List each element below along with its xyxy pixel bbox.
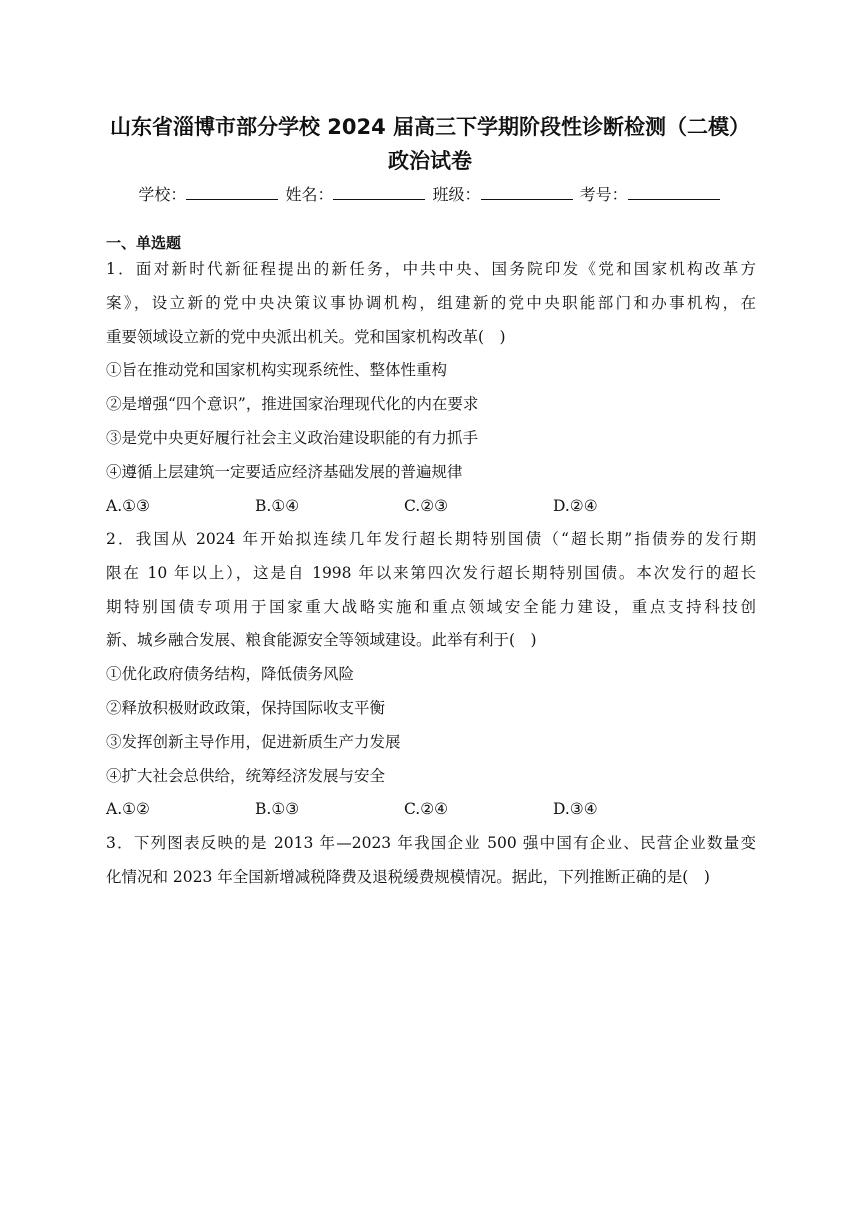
class-label: 班级： xyxy=(432,185,481,204)
class-blank[interactable] xyxy=(481,184,573,200)
school-blank[interactable] xyxy=(186,184,278,200)
statement: ④遵循上层建筑一定要适应经济基础发展的普遍规律 xyxy=(106,462,463,481)
exam-number-blank[interactable] xyxy=(628,184,720,200)
school-label: 学校： xyxy=(138,185,187,204)
question-stem-line: 2．我国从 2024 年开始拟连续几年发行超长期特别国债（“超长期”指债券的发行期 xyxy=(106,530,756,548)
option-c[interactable]: C.②③ xyxy=(404,496,449,515)
option-a[interactable]: A.①③ xyxy=(106,496,150,515)
option-b[interactable]: B.①④ xyxy=(255,496,300,515)
option-a[interactable]: A.①② xyxy=(106,800,150,819)
statement: ①优化政府债务结构，降低债务风险 xyxy=(106,665,355,684)
question-stem-line: 期特别国债专项用于国家重大战略实施和重点领域安全能力建设，重点支持科技创 xyxy=(106,597,756,616)
question-stem-line: 1．面对新时代新征程提出的新任务，中共中央、国务院印发《党和国家机构改革方 xyxy=(106,260,756,278)
exam-number-label: 考号： xyxy=(579,185,628,204)
question-3 xyxy=(106,827,756,895)
section-title: 一、单选题 xyxy=(106,234,182,252)
question-stem-line: 化情况和 2023 年全国新增减税降费及退税缓费规模情况。据此，下列推断正确的是( ) xyxy=(106,867,710,886)
question-stem-line: 案》，设立新的党中央决策议事协调机构，组建新的党中央职能部门和办事机构，在 xyxy=(106,293,756,312)
exam-number-field xyxy=(580,183,722,207)
name-label: 姓名： xyxy=(285,185,334,204)
question-1 xyxy=(106,253,756,523)
statement: ①旨在推动党和国家机构实现系统性、整体性重构 xyxy=(106,361,448,380)
option-c[interactable]: C.②④ xyxy=(404,800,449,819)
question-stem-line: 新、城乡融合发展、粮食能源安全等领域建设。此举有利于( ) xyxy=(106,631,537,650)
options-row xyxy=(106,793,756,827)
exam-subtitle: 政治试卷 xyxy=(388,149,472,173)
name-blank[interactable] xyxy=(333,184,425,200)
student-info-row xyxy=(0,183,860,207)
question-stem-line: 限在 10 年以上），这是自 1998 年以来第四次发行超长期特别国债。本次发行的超长 xyxy=(106,563,756,582)
option-b[interactable]: B.①③ xyxy=(255,800,300,819)
class-field xyxy=(433,183,575,207)
name-field xyxy=(285,183,427,207)
statement: ④扩大社会总供给，统筹经济发展与安全 xyxy=(106,766,386,785)
statement: ③发挥创新主导作用，促进新质生产力发展 xyxy=(106,732,401,751)
exam-title: 山东省淄博市部分学校 2024 届高三下学期阶段性诊断检测（二模） xyxy=(109,115,751,139)
question-2 xyxy=(106,523,756,827)
question-stem-line: 重要领域设立新的党中央派出机关。党和国家机构改革( ) xyxy=(106,327,506,346)
option-d[interactable]: D.②④ xyxy=(553,496,598,515)
statement: ②释放积极财政政策，保持国际收支平衡 xyxy=(106,698,386,717)
statement: ②是增强“四个意识”，推进国家治理现代化的内在要求 xyxy=(106,395,479,414)
statement: ③是党中央更好履行社会主义政治建设职能的有力抓手 xyxy=(106,428,479,447)
option-d[interactable]: D.③④ xyxy=(553,800,598,819)
question-stem-line: 3．下列图表反映的是 2013 年—2023 年我国企业 500 强中国有企业、民营企业数量变 xyxy=(106,834,756,852)
options-row xyxy=(106,490,756,524)
school-field xyxy=(138,183,280,207)
